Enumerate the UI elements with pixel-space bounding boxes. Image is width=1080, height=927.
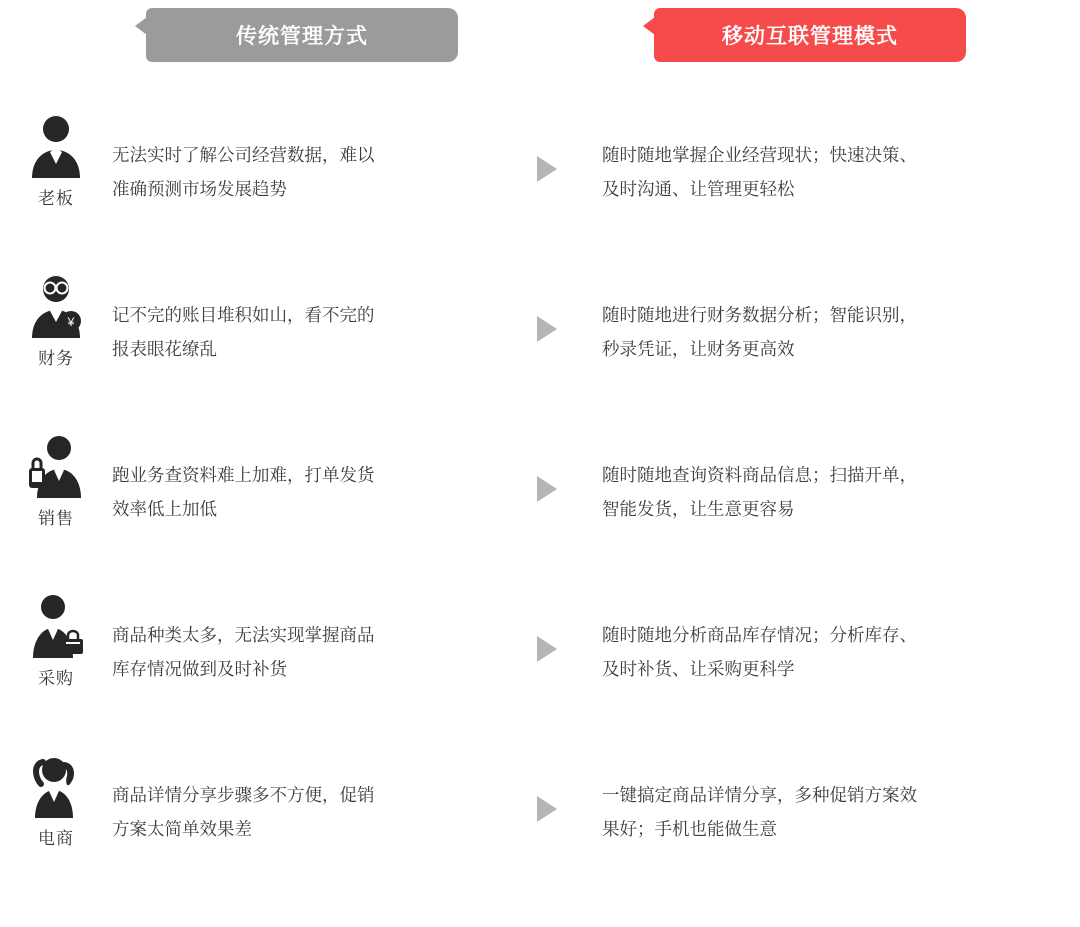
- text-line: 跑业务查资料难上加难，打单发货: [112, 465, 375, 485]
- text-line: 方案太简单效果差: [112, 819, 252, 839]
- traditional-text: [112, 96, 492, 206]
- rows-container: [0, 96, 1080, 896]
- traditional-text: [112, 736, 492, 846]
- arrow-cell: [492, 416, 602, 502]
- mobile-text: [602, 416, 1032, 526]
- text-line: 随时随地分析商品库存情况；分析库存、: [602, 625, 917, 645]
- table-row: [0, 416, 1080, 576]
- text-line: 随时随地查询资料商品信息；扫描开单，: [602, 465, 917, 485]
- sales-avatar-icon: [23, 432, 89, 498]
- table-row: [0, 576, 1080, 736]
- role-cell: [0, 256, 112, 369]
- banner-mobile: [654, 8, 966, 62]
- text-line: 随时随地进行财务数据分析；智能识别，: [602, 305, 917, 325]
- ecommerce-avatar-icon: [23, 752, 89, 818]
- role-cell: [0, 736, 112, 849]
- arrow-cell: [492, 96, 602, 182]
- text-line: 果好；手机也能做生意: [602, 819, 777, 839]
- banner-tail-right: [643, 17, 655, 35]
- traditional-text: [112, 256, 492, 366]
- role-label: 采购: [38, 669, 74, 688]
- text-line: 准确预测市场发展趋势: [112, 179, 287, 199]
- role-label: 财务: [38, 349, 74, 368]
- triangle-right-icon: [537, 316, 557, 342]
- text-line: 库存情况做到及时补货: [112, 659, 287, 679]
- mobile-text: [602, 256, 1032, 366]
- triangle-right-icon: [537, 636, 557, 662]
- role-label: 电商: [38, 829, 74, 848]
- boss-avatar-icon: [23, 112, 89, 178]
- arrow-cell: [492, 576, 602, 662]
- mobile-text: [602, 96, 1032, 206]
- text-line: 记不完的账目堆积如山，看不完的: [112, 305, 375, 325]
- role-label: 销售: [38, 509, 74, 528]
- purchase-avatar-icon: [23, 592, 89, 658]
- text-line: 智能发货，让生意更容易: [602, 499, 795, 519]
- text-line: 一键搞定商品详情分享，多种促销方案效: [602, 785, 917, 805]
- text-line: 随时随地掌握企业经营现状；快速决策、: [602, 145, 917, 165]
- header: [0, 0, 1080, 90]
- text-line: 商品种类太多，无法实现掌握商品: [112, 625, 375, 645]
- banner-traditional-label: 传统管理方式: [146, 8, 458, 62]
- text-line: 报表眼花缭乱: [112, 339, 217, 359]
- banner-mobile-label: 移动互联管理模式: [654, 8, 966, 62]
- text-line: 秒录凭证，让财务更高效: [602, 339, 795, 359]
- mobile-text: [602, 736, 1032, 846]
- svg-text:¥: ¥: [67, 315, 75, 329]
- text-line: 及时沟通、让管理更轻松: [602, 179, 795, 199]
- role-cell: [0, 576, 112, 689]
- role-cell: [0, 416, 112, 529]
- table-row: [0, 736, 1080, 896]
- text-line: 无法实时了解公司经营数据，难以: [112, 145, 375, 165]
- text-line: 效率低上加低: [112, 499, 217, 519]
- arrow-cell: [492, 256, 602, 342]
- table-row: [0, 96, 1080, 256]
- text-line: 商品详情分享步骤多不方便，促销: [112, 785, 375, 805]
- triangle-right-icon: [537, 156, 557, 182]
- traditional-text: [112, 576, 492, 686]
- triangle-right-icon: [537, 796, 557, 822]
- traditional-text: [112, 416, 492, 526]
- role-cell: [0, 96, 112, 209]
- table-row: [0, 256, 1080, 416]
- role-label: 老板: [38, 189, 74, 208]
- banner-tail-left: [135, 17, 147, 35]
- arrow-cell: [492, 736, 602, 822]
- mobile-text: [602, 576, 1032, 686]
- triangle-right-icon: [537, 476, 557, 502]
- finance-avatar-icon: [23, 272, 89, 338]
- text-line: 及时补货、让采购更科学: [602, 659, 795, 679]
- banner-traditional: [146, 8, 458, 62]
